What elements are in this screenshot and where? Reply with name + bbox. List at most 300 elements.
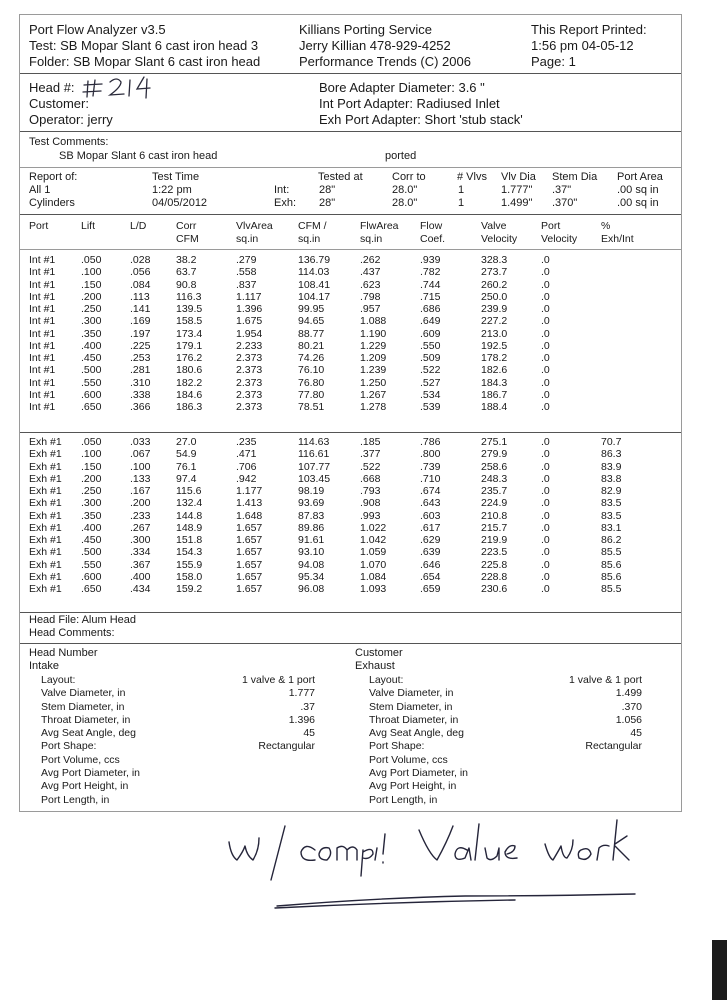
table-cell: Exh #1 <box>29 436 62 448</box>
table-cell: 1.413 <box>236 497 263 510</box>
table-cell: .0 <box>541 497 550 510</box>
corr-to-exh: 28.0" <box>392 197 418 209</box>
spec-value: Rectangular <box>258 740 315 753</box>
table-cell: 94.08 <box>298 558 325 571</box>
table-cell: .300 <box>81 315 102 328</box>
corr-to-label: Corr to <box>392 171 426 183</box>
table-cell: .267 <box>130 521 151 534</box>
table-cell: Exh #1 <box>29 448 62 461</box>
table-cell: 99.95 <box>298 303 325 315</box>
table-cell: .609 <box>420 327 441 340</box>
table-cell: .0 <box>541 485 550 497</box>
table-cell: .668 <box>360 472 381 485</box>
table-cell: Exh #1 <box>29 497 62 510</box>
spec-row <box>41 727 315 740</box>
table-cell: .550 <box>420 339 441 352</box>
table-cell: .715 <box>420 290 441 303</box>
tested-at-exh: 28" <box>319 197 336 209</box>
table-cell: 85.5 <box>601 546 622 559</box>
table-cell: 1.396 <box>236 303 263 315</box>
table-cell: .367 <box>130 558 151 571</box>
table-cell: 83.8 <box>601 472 622 485</box>
table-cell: .100 <box>130 460 151 473</box>
table-cell: 114.03 <box>298 266 330 279</box>
table-cell: .235 <box>236 436 257 448</box>
table-cell: 1.059 <box>360 546 387 559</box>
table-cell: 186.3 <box>176 401 203 413</box>
table-cell: .654 <box>420 570 441 583</box>
spec-row <box>369 780 642 793</box>
table-cell: .050 <box>81 436 102 448</box>
shop-name: Killians Porting Service <box>299 22 432 37</box>
table-cell: 107.77 <box>298 460 331 473</box>
table-cell: .643 <box>420 497 441 510</box>
exh-label: Exh: <box>274 197 297 209</box>
spec-label: Avg Seat Angle, deg <box>369 727 464 740</box>
table-cell: 1.278 <box>360 401 387 413</box>
column-header: Corr CFM <box>176 220 199 245</box>
table-cell: .539 <box>420 401 441 413</box>
column-header: Lift <box>81 220 96 232</box>
table-cell: .377 <box>360 448 381 461</box>
table-cell: .646 <box>420 558 441 571</box>
table-cell: .200 <box>81 290 102 303</box>
table-cell: .200 <box>81 472 102 485</box>
table-cell: 74.26 <box>298 352 325 364</box>
table-cell: .0 <box>541 546 550 559</box>
table-cell: 2.233 <box>236 339 263 352</box>
table-cell: 1.657 <box>236 558 263 571</box>
table-cell: 155.9 <box>176 558 203 571</box>
table-cell: .0 <box>541 376 550 389</box>
table-cell: .150 <box>81 278 102 291</box>
table-cell: .522 <box>360 460 381 473</box>
table-cell: .0 <box>541 327 550 340</box>
table-cell: 108.41 <box>298 278 331 291</box>
table-cell: Exh #1 <box>29 460 62 473</box>
table-cell: .056 <box>130 266 151 279</box>
table-cell: 139.5 <box>176 303 203 315</box>
table-cell: 173.4 <box>176 327 203 340</box>
table-cell: .434 <box>130 583 151 595</box>
intake-spec-title: Intake <box>29 660 59 672</box>
table-cell: Exh #1 <box>29 521 62 534</box>
table-cell: .650 <box>81 583 102 595</box>
handwritten-note <box>215 810 655 915</box>
table-cell: 85.6 <box>601 558 622 571</box>
spec-row <box>369 727 642 740</box>
table-cell: .786 <box>420 436 441 448</box>
table-cell: .253 <box>130 352 151 364</box>
table-cell: 85.6 <box>601 570 622 583</box>
spec-row <box>41 780 315 793</box>
vlv-dia-label: Vlv Dia <box>501 171 536 183</box>
table-cell: .167 <box>130 485 151 497</box>
table-cell: Int #1 <box>29 303 56 315</box>
spec-value: 1.777 <box>288 687 315 700</box>
intake-spec-list <box>41 674 315 807</box>
table-cell: .782 <box>420 266 441 279</box>
table-cell: .800 <box>420 448 441 461</box>
table-cell: 136.79 <box>298 254 331 266</box>
spec-label: Throat Diameter, in <box>369 713 459 726</box>
table-cell: .334 <box>130 546 151 559</box>
table-cell: 279.9 <box>481 448 508 461</box>
table-cell: 258.6 <box>481 460 508 473</box>
test-name: Test: SB Mopar Slant 6 cast iron head 3 <box>29 38 259 53</box>
spec-label: Avg Port Height, in <box>41 780 129 793</box>
report-of-value: All 1 <box>29 184 51 196</box>
table-cell: 98.19 <box>298 485 325 497</box>
table-cell: 224.9 <box>481 497 508 510</box>
table-cell: .550 <box>81 376 102 389</box>
operator-field: Operator: jerry <box>29 112 113 127</box>
table-cell: .100 <box>81 266 102 279</box>
table-cell: 86.2 <box>601 534 622 546</box>
table-cell: 2.373 <box>236 364 263 377</box>
table-cell: 93.69 <box>298 497 325 510</box>
spec-row <box>369 687 642 700</box>
spec-label: Avg Seat Angle, deg <box>41 727 136 740</box>
spec-label: Throat Diameter, in <box>41 713 131 726</box>
table-cell: .310 <box>130 376 151 389</box>
table-cell: .0 <box>541 388 550 401</box>
table-cell: 91.61 <box>298 534 325 546</box>
table-cell: .0 <box>541 448 550 461</box>
table-cell: 2.373 <box>236 376 263 389</box>
table-cell: .939 <box>420 254 441 266</box>
test-time: 1:22 pm <box>152 184 192 196</box>
table-cell: 97.4 <box>176 472 197 485</box>
port-area-label: Port Area <box>617 171 663 183</box>
table-cell: 178.2 <box>481 352 508 364</box>
table-cell: .033 <box>130 436 151 448</box>
table-cell: Int #1 <box>29 352 56 364</box>
table-cell: 1.657 <box>236 534 263 546</box>
table-cell: 219.9 <box>481 534 508 546</box>
table-cell: 213.0 <box>481 327 508 340</box>
table-cell: 1.190 <box>360 327 387 340</box>
table-cell: .623 <box>360 278 381 291</box>
spec-row <box>369 740 642 753</box>
table-cell: .0 <box>541 460 550 473</box>
table-cell: 210.8 <box>481 509 508 522</box>
right-edge-scan-mark <box>712 940 727 1000</box>
table-cell: Exh #1 <box>29 485 62 497</box>
spec-row <box>369 674 642 687</box>
spec-label: Port Volume, ccs <box>41 753 120 766</box>
spec-row <box>41 794 315 807</box>
table-cell: .0 <box>541 534 550 546</box>
vlvs-int: 1 <box>458 184 465 196</box>
spec-label: Layout: <box>369 674 404 686</box>
table-cell: 1.648 <box>236 509 263 522</box>
test-comments-label: Test Comments: <box>29 136 109 148</box>
table-cell: 1.084 <box>360 570 387 583</box>
table-cell: .649 <box>420 315 441 328</box>
spec-row <box>369 754 642 767</box>
table-cell: 184.6 <box>176 388 203 401</box>
table-cell: Int #1 <box>29 278 56 291</box>
exhaust-spec-list <box>369 674 642 807</box>
table-cell: 250.0 <box>481 290 508 303</box>
table-cell: 114.63 <box>298 436 330 448</box>
table-cell: 1.239 <box>360 364 387 377</box>
table-cell: 148.9 <box>176 521 203 534</box>
test-date: 04/05/2012 <box>152 197 208 209</box>
spec-label: Valve Diameter, in <box>369 687 454 700</box>
table-cell: .522 <box>420 364 441 377</box>
table-cell: .185 <box>360 436 381 448</box>
table-cell: Int #1 <box>29 376 56 389</box>
table-cell: 76.80 <box>298 376 325 389</box>
bore-adapter: Bore Adapter Diameter: 3.6 " <box>319 80 485 95</box>
table-cell: 154.3 <box>176 546 203 559</box>
spec-label: Port Length, in <box>369 793 438 806</box>
table-cell: .0 <box>541 315 550 328</box>
exhaust-spec-title: Exhaust <box>355 660 395 672</box>
table-cell: 77.80 <box>298 388 325 401</box>
table-cell: 275.1 <box>481 436 508 448</box>
spec-row <box>369 767 642 780</box>
table-cell: 223.5 <box>481 546 508 559</box>
table-cell: 273.7 <box>481 266 508 279</box>
column-header: Port Velocity <box>541 220 578 245</box>
table-cell: 103.45 <box>298 472 331 485</box>
table-cell: .300 <box>81 497 102 510</box>
table-cell: .338 <box>130 388 151 401</box>
test-comments-text: SB Mopar Slant 6 cast iron head <box>59 150 218 162</box>
table-cell: .225 <box>130 339 151 352</box>
spec-label: Avg Port Diameter, in <box>41 767 141 780</box>
table-cell: .798 <box>360 290 381 303</box>
vlvs-label: # Vlvs <box>457 171 487 183</box>
table-cell: .558 <box>236 266 257 279</box>
table-cell: .0 <box>541 472 550 485</box>
spec-row <box>369 714 642 727</box>
vlv-dia-exh: 1.499" <box>501 197 533 209</box>
table-cell: Int #1 <box>29 327 56 340</box>
table-cell: Int #1 <box>29 388 56 401</box>
table-cell: .450 <box>81 352 102 364</box>
spec-value: 1 valve & 1 port <box>242 674 315 686</box>
table-cell: Int #1 <box>29 266 56 279</box>
spec-row <box>369 794 642 807</box>
table-cell: .600 <box>81 570 102 583</box>
table-cell: 1.657 <box>236 570 263 583</box>
table-cell: 1.675 <box>236 315 263 328</box>
table-cell: .100 <box>81 448 102 461</box>
table-cell: .0 <box>541 570 550 583</box>
table-cell: 1.042 <box>360 534 387 546</box>
table-cell: .084 <box>130 278 151 291</box>
table-cell: .509 <box>420 352 441 364</box>
spec-row <box>41 714 315 727</box>
flow-report-sheet <box>19 14 682 812</box>
table-cell: 235.7 <box>481 485 508 497</box>
table-cell: 248.3 <box>481 472 508 485</box>
table-cell: 1.070 <box>360 558 387 571</box>
spec-value: 1 valve & 1 port <box>569 674 642 686</box>
spec-label: Avg Port Height, in <box>369 780 457 793</box>
table-cell: .837 <box>236 278 257 291</box>
table-cell: .262 <box>360 254 381 266</box>
table-cell: 144.8 <box>176 509 203 522</box>
table-cell: .0 <box>541 364 550 377</box>
table-cell: 116.61 <box>298 448 330 461</box>
spec-value: 45 <box>303 727 315 740</box>
table-cell: 88.77 <box>298 327 325 340</box>
table-cell: .908 <box>360 497 381 510</box>
spec-row <box>41 674 315 687</box>
table-cell: .0 <box>541 352 550 364</box>
table-cell: Int #1 <box>29 339 56 352</box>
table-cell: .957 <box>360 303 381 315</box>
table-cell: .350 <box>81 327 102 340</box>
table-cell: .0 <box>541 509 550 522</box>
copyright: Performance Trends (C) 2006 <box>299 54 471 69</box>
head-number-label: Head #: <box>29 80 75 95</box>
table-cell: 70.7 <box>601 436 622 448</box>
table-cell: 80.21 <box>298 339 325 352</box>
table-cell: 1.657 <box>236 546 263 559</box>
table-cell: 76.1 <box>176 460 197 473</box>
table-cell: 2.373 <box>236 388 263 401</box>
table-cell: 1.177 <box>236 485 263 497</box>
stem-dia-label: Stem Dia <box>552 171 598 183</box>
table-cell: .233 <box>130 509 151 522</box>
report-of-unit: Cylinders <box>29 197 75 209</box>
port-area-int: .00 sq in <box>617 184 659 196</box>
column-header: Valve Velocity <box>481 220 518 245</box>
table-cell: 90.8 <box>176 278 197 291</box>
spec-label: Layout: <box>41 674 76 686</box>
table-cell: 116.3 <box>176 290 202 303</box>
handwritten-head-number <box>82 71 164 101</box>
table-cell: Int #1 <box>29 315 56 328</box>
spec-row <box>41 754 315 767</box>
table-cell: .617 <box>420 521 441 534</box>
spec-label: Port Shape: <box>369 740 425 753</box>
table-cell: Exh #1 <box>29 570 62 583</box>
table-cell: 1.954 <box>236 327 263 340</box>
column-header: CFM / sq.in <box>298 220 327 245</box>
table-cell: 1.022 <box>360 521 387 534</box>
table-cell: .0 <box>541 583 550 595</box>
table-cell: 94.65 <box>298 315 325 328</box>
head-number-caption: Head Number <box>29 647 98 659</box>
table-cell: 76.10 <box>298 364 325 377</box>
table-cell: .141 <box>130 303 151 315</box>
table-cell: .200 <box>130 497 151 510</box>
spec-value: .370 <box>621 700 642 713</box>
table-cell: .350 <box>81 509 102 522</box>
table-cell: 78.51 <box>298 401 325 413</box>
table-cell: .0 <box>541 558 550 571</box>
table-cell: 96.08 <box>298 583 325 595</box>
table-cell: .400 <box>81 521 102 534</box>
table-cell: 93.10 <box>298 546 325 559</box>
spec-label: Valve Diameter, in <box>41 687 126 700</box>
table-cell: 188.4 <box>481 401 508 413</box>
table-cell: Exh #1 <box>29 534 62 546</box>
table-cell: 132.4 <box>176 497 203 510</box>
table-cell: 86.3 <box>601 448 622 461</box>
table-cell: Exh #1 <box>29 583 62 595</box>
table-cell: 1.657 <box>236 583 263 595</box>
table-cell: 1.267 <box>360 388 387 401</box>
table-cell: Exh #1 <box>29 509 62 522</box>
table-cell: .629 <box>420 534 441 546</box>
table-cell: 151.8 <box>176 534 203 546</box>
table-cell: .133 <box>130 472 151 485</box>
int-label: Int: <box>274 184 290 196</box>
table-cell: 182.2 <box>176 376 203 389</box>
spec-value: Rectangular <box>585 740 642 753</box>
table-cell: 192.5 <box>481 339 508 352</box>
int-port-adapter: Int Port Adapter: Radiused Inlet <box>319 96 500 111</box>
table-cell: .400 <box>81 339 102 352</box>
table-cell: .197 <box>130 327 151 340</box>
spec-value: 45 <box>630 727 642 740</box>
table-cell: .0 <box>541 401 550 413</box>
column-header: Port <box>29 220 49 232</box>
table-cell: 179.1 <box>176 339 203 352</box>
table-cell: 230.6 <box>481 583 508 595</box>
spec-label: Port Length, in <box>41 793 110 806</box>
table-cell: 225.8 <box>481 558 508 571</box>
table-cell: .942 <box>236 472 257 485</box>
table-cell: .400 <box>130 570 151 583</box>
table-cell: .650 <box>81 401 102 413</box>
table-cell: 104.17 <box>298 290 331 303</box>
table-cell: .113 <box>130 290 150 303</box>
page-number: Page: 1 <box>531 54 576 69</box>
column-header: VlvArea sq.in <box>236 220 273 245</box>
table-cell: .437 <box>360 266 381 279</box>
table-cell: 54.9 <box>176 448 197 461</box>
table-cell: 182.6 <box>481 364 508 377</box>
table-cell: 1.093 <box>360 583 387 595</box>
spec-row <box>369 701 642 714</box>
table-cell: 63.7 <box>176 266 197 279</box>
table-cell: .659 <box>420 583 441 595</box>
table-cell: .450 <box>81 534 102 546</box>
spec-label: Port Volume, ccs <box>369 753 448 766</box>
table-cell: 158.0 <box>176 570 203 583</box>
table-cell: .279 <box>236 254 257 266</box>
table-cell: .744 <box>420 278 441 291</box>
table-cell: .686 <box>420 303 441 315</box>
test-time-label: Test Time <box>152 171 200 183</box>
table-cell: Int #1 <box>29 254 56 266</box>
spec-row <box>41 701 315 714</box>
table-cell: .500 <box>81 364 102 377</box>
table-cell: .603 <box>420 509 441 522</box>
table-cell: 239.9 <box>481 303 508 315</box>
table-cell: 2.373 <box>236 401 263 413</box>
table-cell: .0 <box>541 278 550 291</box>
table-cell: .550 <box>81 558 102 571</box>
table-cell: .0 <box>541 339 550 352</box>
corr-to-int: 28.0" <box>392 184 418 196</box>
table-cell: .993 <box>360 509 381 522</box>
stem-dia-exh: .370" <box>552 197 578 209</box>
folder-name: Folder: SB Mopar Slant 6 cast iron head <box>29 54 261 69</box>
table-cell: 158.5 <box>176 315 203 328</box>
table-cell: 176.2 <box>176 352 203 364</box>
table-cell: 1.209 <box>360 352 387 364</box>
